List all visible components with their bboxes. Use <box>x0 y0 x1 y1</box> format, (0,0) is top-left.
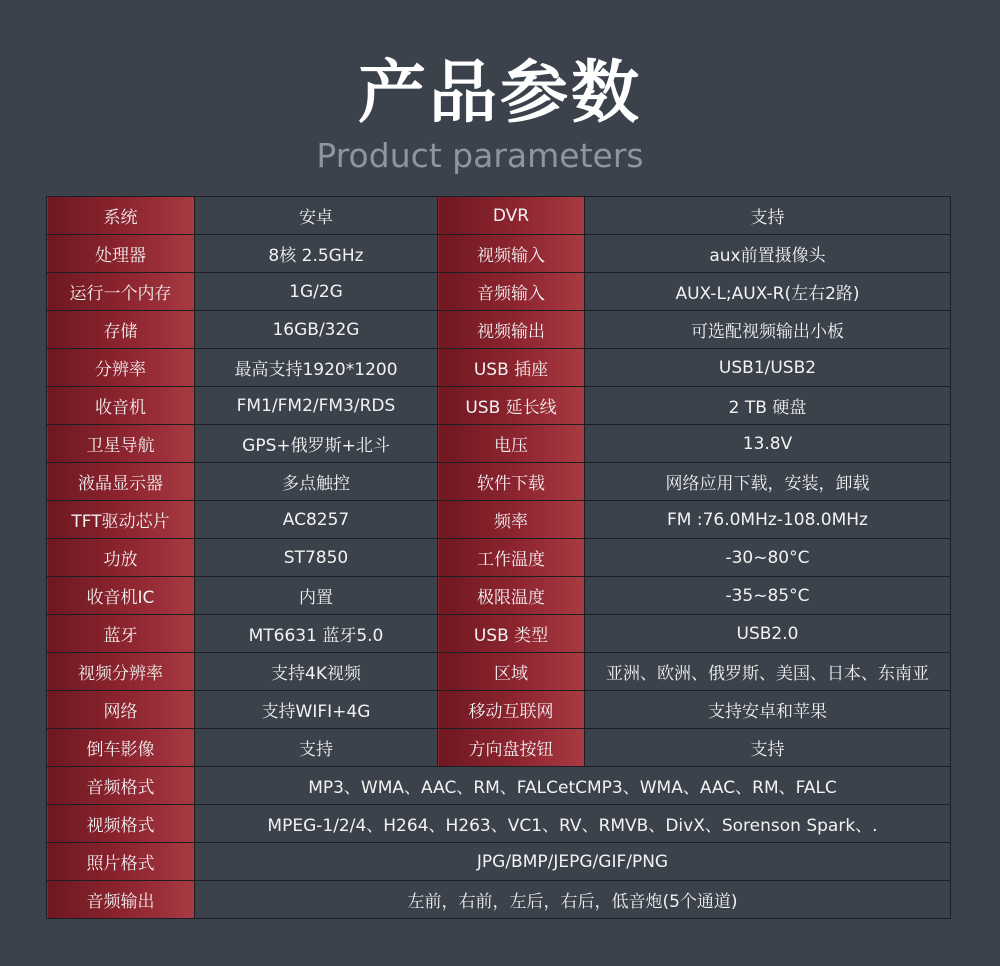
spec-table <box>46 196 951 919</box>
spec-label: 分辨率 <box>47 349 195 387</box>
table-row <box>47 539 951 577</box>
table-row <box>47 235 951 273</box>
spec-value: 内置 <box>195 577 438 615</box>
spec-value: USB2.0 <box>585 615 951 653</box>
table-row <box>47 615 951 653</box>
spec-label: 收音机 <box>47 387 195 425</box>
table-row <box>47 273 951 311</box>
spec-label: 视频输入 <box>438 235 585 273</box>
spec-label: 照片格式 <box>47 843 195 881</box>
spec-value: 多点触控 <box>195 463 438 501</box>
spec-value: JPG/BMP/JEPG/GIF/PNG <box>195 843 951 881</box>
spec-label: 系统 <box>47 197 195 235</box>
spec-label: USB 插座 <box>438 349 585 387</box>
spec-table-body <box>47 197 951 919</box>
spec-label: 视频分辨率 <box>47 653 195 691</box>
spec-label: 视频输出 <box>438 311 585 349</box>
spec-value: 安卓 <box>195 197 438 235</box>
page-title: 产品参数 <box>357 54 642 133</box>
table-row <box>47 881 951 919</box>
table-row <box>47 425 951 463</box>
spec-value: 13.8V <box>585 425 951 463</box>
table-row <box>47 387 951 425</box>
spec-value: 支持安卓和苹果 <box>585 691 951 729</box>
spec-label: 频率 <box>438 501 585 539</box>
table-row <box>47 729 951 767</box>
spec-value: 亚洲、欧洲、俄罗斯、美国、日本、东南亚 <box>585 653 951 691</box>
table-row <box>47 653 951 691</box>
spec-label: 方向盘按钮 <box>438 729 585 767</box>
spec-label: 视频格式 <box>47 805 195 843</box>
spec-label: 卫星导航 <box>47 425 195 463</box>
spec-label: 极限温度 <box>438 577 585 615</box>
spec-label: 收音机IC <box>47 577 195 615</box>
spec-value: 最高支持1920*1200 <box>195 349 438 387</box>
table-row <box>47 197 951 235</box>
spec-value: 可选配视频输出小板 <box>585 311 951 349</box>
spec-label: 移动互联网 <box>438 691 585 729</box>
page-subtitle: Product parameters <box>316 136 644 175</box>
spec-value: ST7850 <box>195 539 438 577</box>
spec-value: 支持 <box>195 729 438 767</box>
spec-value: aux前置摄像头 <box>585 235 951 273</box>
spec-value: 支持 <box>585 197 951 235</box>
spec-label: 音频格式 <box>47 767 195 805</box>
spec-label: 电压 <box>438 425 585 463</box>
spec-label: 工作温度 <box>438 539 585 577</box>
spec-value: 2 TB 硬盘 <box>585 387 951 425</box>
table-row <box>47 349 951 387</box>
table-row <box>47 501 951 539</box>
spec-label: 软件下载 <box>438 463 585 501</box>
spec-value: USB1/USB2 <box>585 349 951 387</box>
spec-label: 音频输出 <box>47 881 195 919</box>
spec-label: 网络 <box>47 691 195 729</box>
spec-value: 16GB/32G <box>195 311 438 349</box>
spec-value: 支持 <box>585 729 951 767</box>
spec-value: -35~85°C <box>585 577 951 615</box>
spec-label: 存储 <box>47 311 195 349</box>
table-row <box>47 577 951 615</box>
spec-label: DVR <box>438 197 585 235</box>
table-row <box>47 767 951 805</box>
spec-label: 功放 <box>47 539 195 577</box>
table-row <box>47 843 951 881</box>
spec-label: 音频输入 <box>438 273 585 311</box>
spec-value: AC8257 <box>195 501 438 539</box>
spec-value: 支持4K视频 <box>195 653 438 691</box>
spec-value: 1G/2G <box>195 273 438 311</box>
spec-value: GPS+俄罗斯+北斗 <box>195 425 438 463</box>
spec-value: FM :76.0MHz-108.0MHz <box>585 501 951 539</box>
spec-label: TFT驱动芯片 <box>47 501 195 539</box>
table-row <box>47 463 951 501</box>
spec-value: 左前，右前，左后，右后，低音炮(5个通道) <box>195 881 951 919</box>
spec-label: 区域 <box>438 653 585 691</box>
spec-value: 支持WIFI+4G <box>195 691 438 729</box>
spec-value: FM1/FM2/FM3/RDS <box>195 387 438 425</box>
spec-value: MT6631 蓝牙5.0 <box>195 615 438 653</box>
spec-label: 液晶显示器 <box>47 463 195 501</box>
spec-label: 蓝牙 <box>47 615 195 653</box>
spec-label: 处理器 <box>47 235 195 273</box>
table-row <box>47 311 951 349</box>
spec-label: USB 延长线 <box>438 387 585 425</box>
spec-label: 倒车影像 <box>47 729 195 767</box>
spec-value: MP3、WMA、AAC、RM、FALCetCMP3、WMA、AAC、RM、FALC <box>195 767 951 805</box>
table-row <box>47 805 951 843</box>
spec-label: 运行一个内存 <box>47 273 195 311</box>
spec-value: -30~80°C <box>585 539 951 577</box>
spec-value: AUX-L;AUX-R(左右2路) <box>585 273 951 311</box>
spec-label: USB 类型 <box>438 615 585 653</box>
spec-value: 网络应用下载，安装，卸载 <box>585 463 951 501</box>
spec-value: 8核 2.5GHz <box>195 235 438 273</box>
table-row <box>47 691 951 729</box>
spec-value: MPEG-1/2/4、H264、H263、VC1、RV、RMVB、DivX、Sorenson Spark、. <box>195 805 951 843</box>
